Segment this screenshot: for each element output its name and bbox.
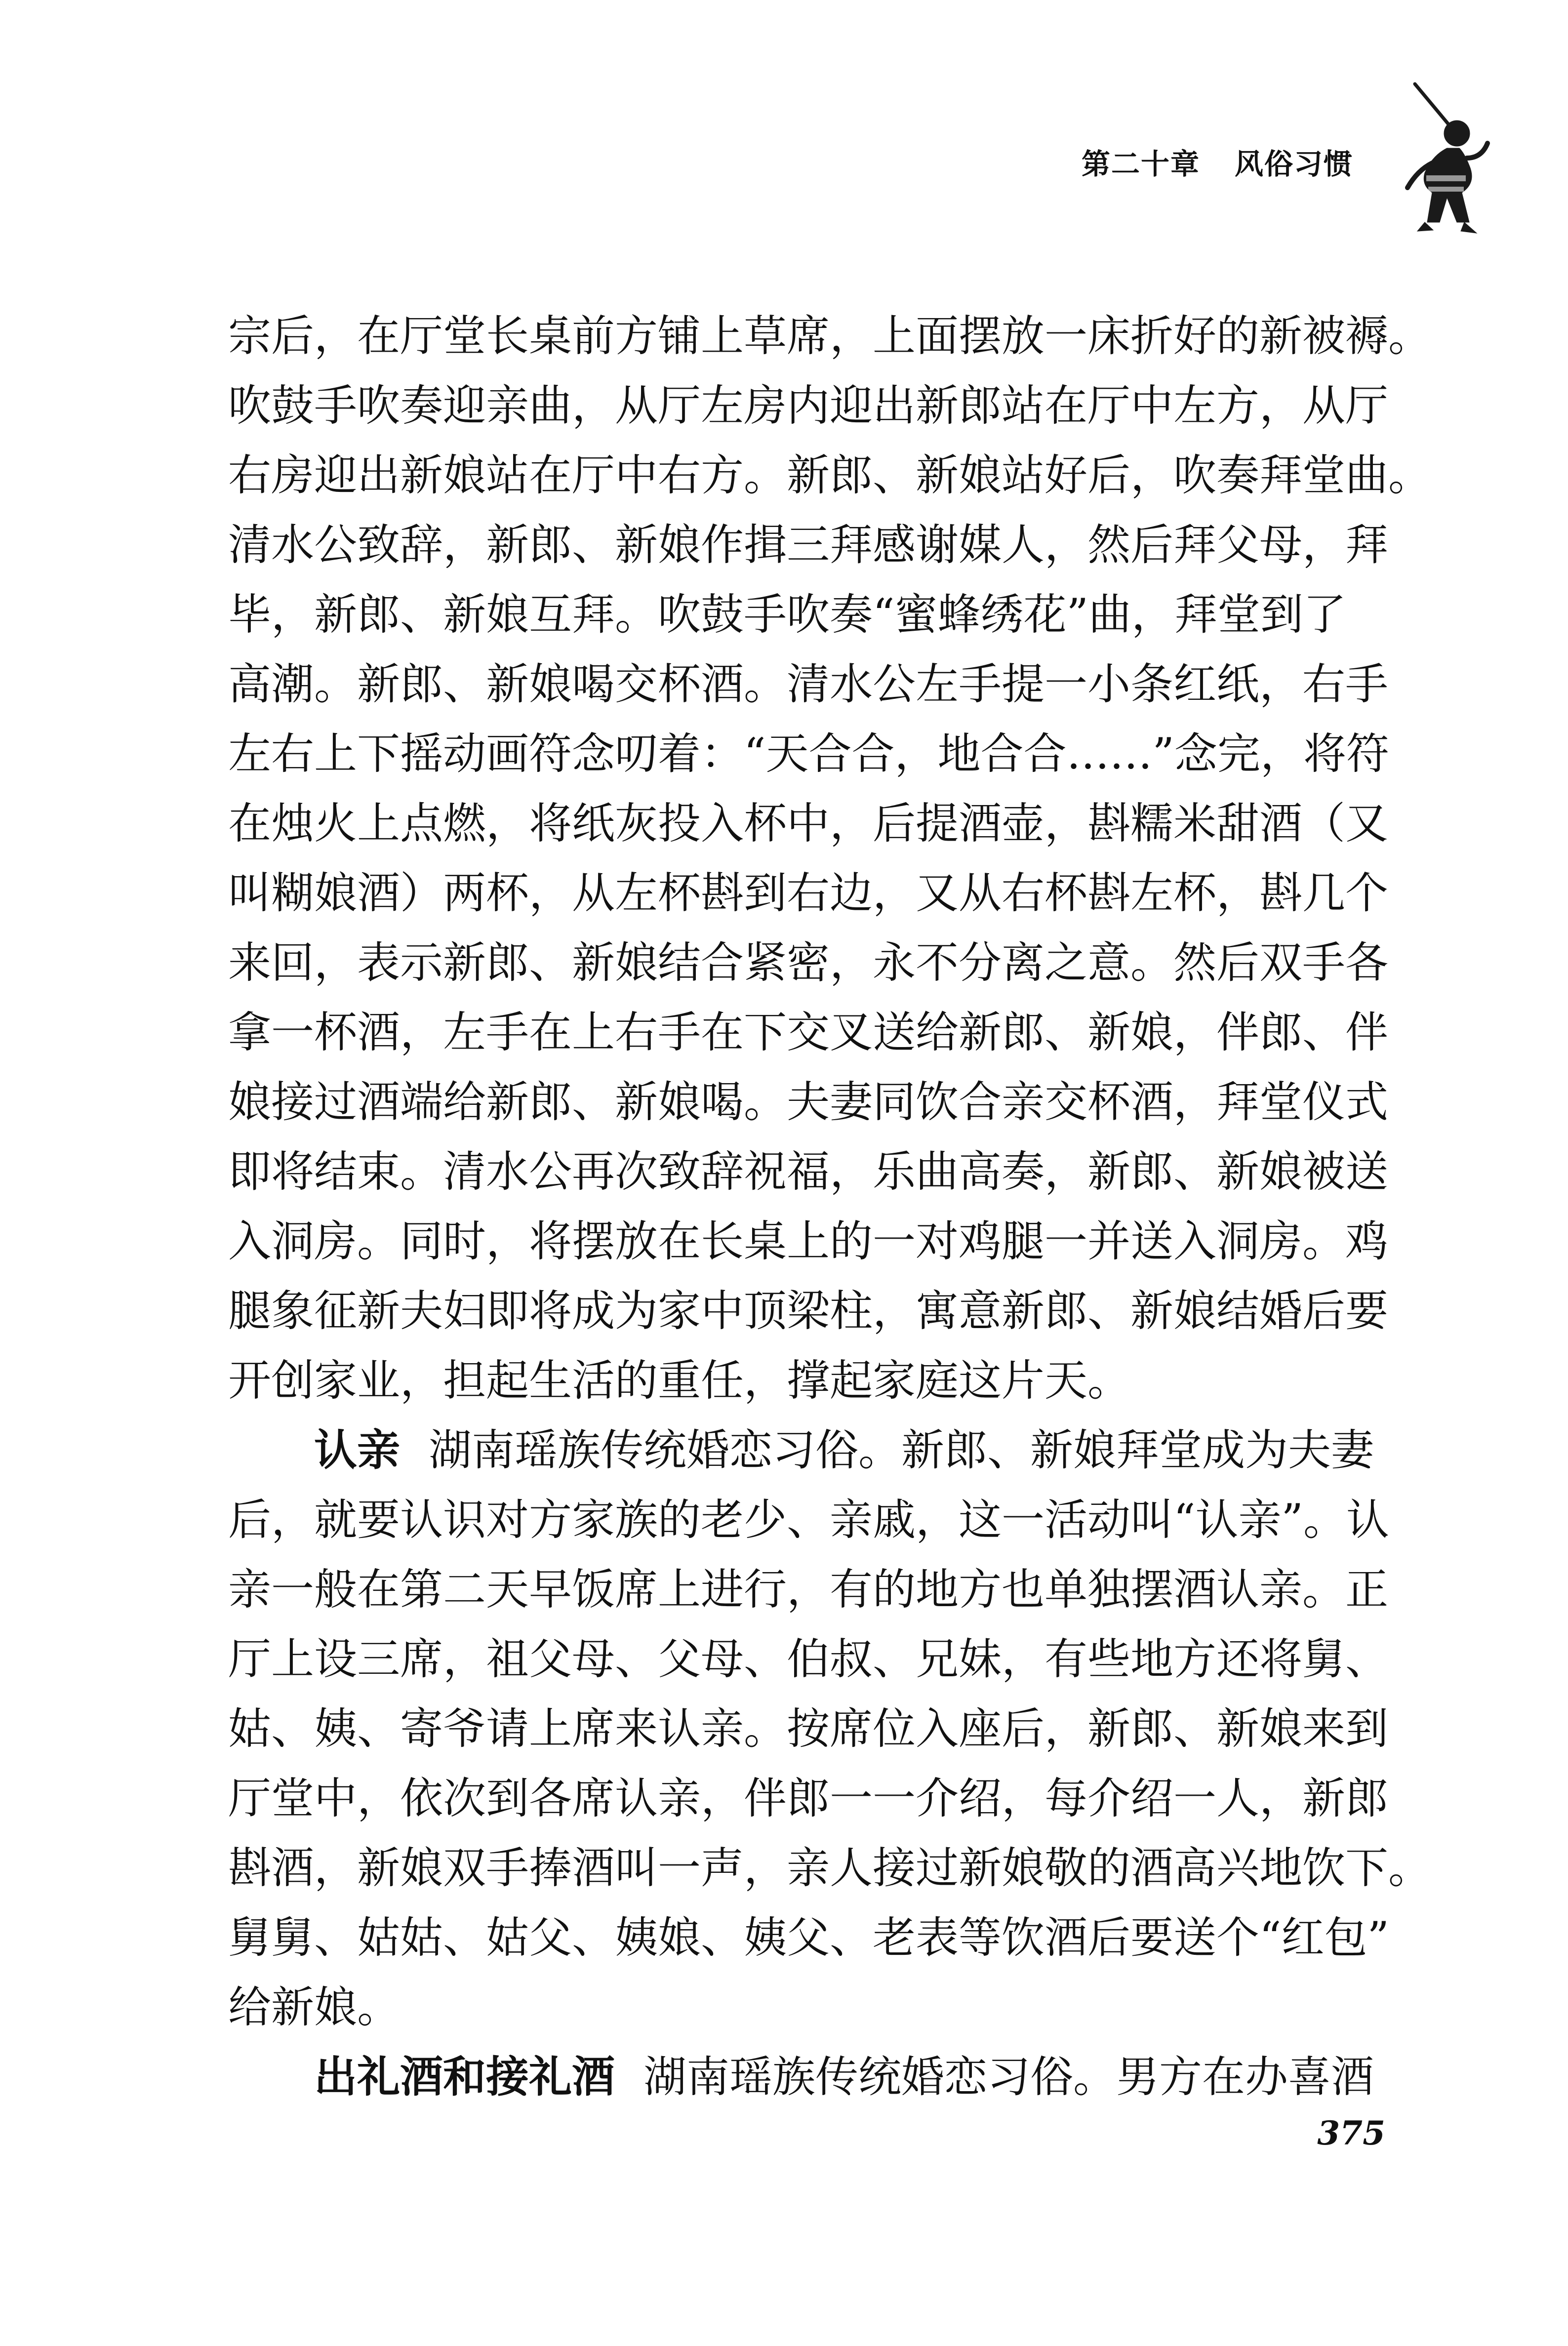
body-text bbox=[228, 301, 1431, 2112]
text-line: 在烛火上点燃，将纸灰投入杯中，后提酒壶，斟糯米甜酒（又 bbox=[228, 798, 1388, 849]
entry-definition-start: 湖南瑶族传统婚恋习俗。男方在办喜酒 bbox=[643, 2052, 1374, 2102]
text-line: 吹鼓手吹奏迎亲曲，从厅左房内迎出新郎站在厅中左方，从厅 bbox=[228, 380, 1388, 431]
text-line: 高潮。新郎、新娘喝交杯酒。清水公左手提一小条红纸，右手 bbox=[228, 659, 1388, 709]
text-line: 腿象征新夫妇即将成为家中顶梁柱，寓意新郎、新娘结婚后要 bbox=[228, 1286, 1388, 1336]
dancing-figure-icon bbox=[1378, 74, 1491, 237]
text-line: 来回，表示新郎、新娘结合紧密，永不分离之意。然后双手各 bbox=[228, 937, 1388, 988]
entry-first-line bbox=[228, 2042, 1384, 2112]
header-section: 风俗习惯 bbox=[1235, 147, 1354, 181]
text-line: 入洞房。同时，将摆放在长桌上的一对鸡腿一并送入洞房。鸡 bbox=[228, 1216, 1388, 1266]
text-line: 亲一般在第二天早饭席上进行，有的地方也单独摆酒认亲。正 bbox=[228, 1564, 1388, 1615]
text-line: 开创家业，担起生活的重任，撑起家庭这片天。 bbox=[228, 1355, 1130, 1406]
text-line: 后，就要认识对方家族的老少、亲戚，这一活动叫“认亲”。认 bbox=[228, 1495, 1389, 1545]
text-line: 拿一杯酒，左手在上右手在下交叉送给新郎、新娘，伴郎、伴 bbox=[228, 1007, 1388, 1057]
header-chapter: 第二十章 bbox=[1082, 147, 1201, 181]
text-line: 清水公致辞，新郎、新娘作揖三拜感谢媒人，然后拜父母，拜 bbox=[228, 520, 1388, 570]
running-header bbox=[1082, 141, 1378, 180]
text-line: 姑、姨、寄爷请上席来认亲。按席位入座后，新郎、新娘来到 bbox=[228, 1703, 1388, 1754]
text-line: 毕，新郎、新娘互拜。吹鼓手吹奏“蜜蜂绣花”曲，拜堂到了 bbox=[228, 589, 1346, 640]
text-line: 左右上下摇动画符念叨着：“天合合，地合合……”念完，将符 bbox=[228, 728, 1389, 779]
entry-first-line bbox=[228, 1416, 1384, 1485]
text-line: 即将结束。清水公再次致辞祝福，乐曲高奏，新郎、新娘被送 bbox=[228, 1146, 1388, 1197]
text-line: 给新娘。 bbox=[228, 1982, 400, 2032]
text-line: 厅上设三席，祖父母、父母、伯叔、兄妹，有些地方还将舅、 bbox=[228, 1634, 1388, 1684]
text-line: 娘接过酒端给新郎、新娘喝。夫妻同饮合亲交杯酒，拜堂仪式 bbox=[228, 1077, 1388, 1127]
text-line: 叫糊娘酒）两杯，从左杯斟到右边，又从右杯斟左杯，斟几个 bbox=[228, 868, 1388, 918]
entry-definition-start: 湖南瑶族传统婚恋习俗。新郎、新娘拜堂成为夫妻 bbox=[429, 1425, 1374, 1475]
text-line: 斟酒，新娘双手捧酒叫一声，亲人接过新娘敬的酒高兴地饮下。 bbox=[228, 1843, 1431, 1893]
text-line: 宗后，在厅堂长桌前方铺上草席，上面摆放一床折好的新被褥。 bbox=[228, 311, 1431, 361]
text-line: 厅堂中，依次到各席认亲，伴郎一一介绍，每介绍一人，新郎 bbox=[228, 1773, 1388, 1823]
entry-term-renqin: 认亲 bbox=[314, 1425, 400, 1475]
page-number: 375 bbox=[1317, 2114, 1385, 2152]
text-line: 舅舅、姑姑、姑父、姨娘、姨父、老表等饮酒后要送个“红包” bbox=[228, 1912, 1389, 1963]
text-line: 右房迎出新娘站在厅中右方。新郎、新娘站好后，吹奏拜堂曲。 bbox=[228, 450, 1431, 500]
entry-term-chulijiu: 出礼酒和接礼酒 bbox=[314, 2052, 615, 2102]
